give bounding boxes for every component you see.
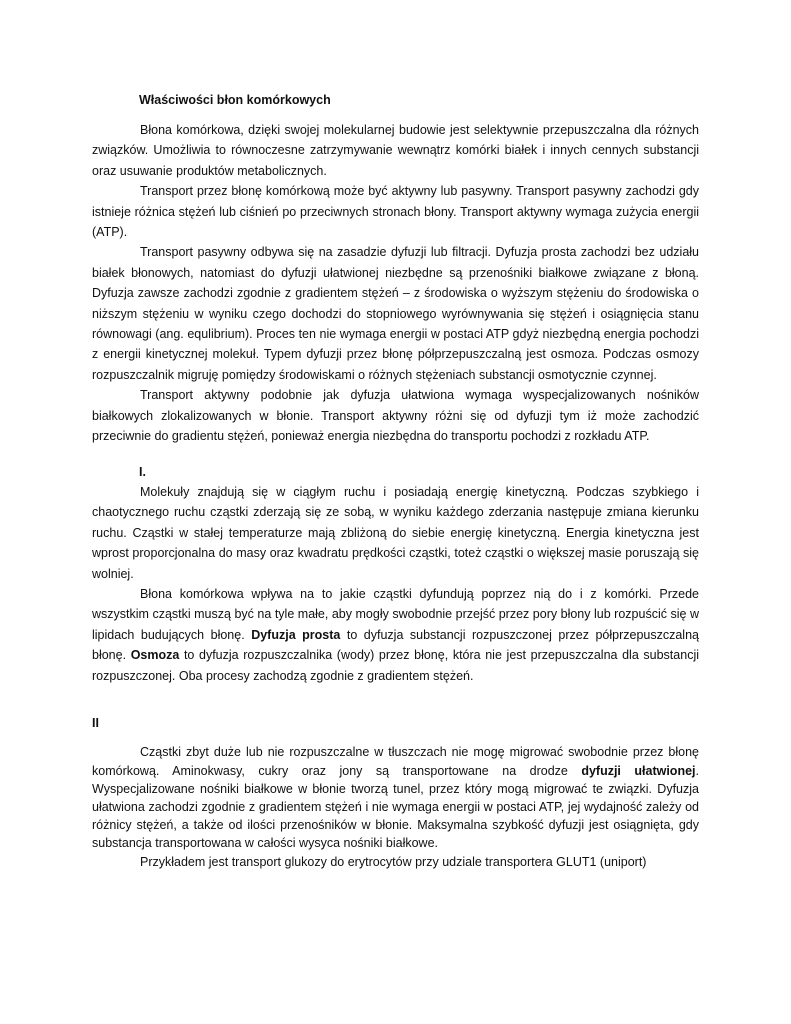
section-2-body bbox=[92, 743, 699, 870]
document-page bbox=[92, 93, 699, 871]
section-1-paragraph-1: Molekuły znajdują się w ciągłym ruchu i posiadają energię kinetyczną. Podczas szybkiego i chaotycznego ruchu cząstki zderzają się ze sobą, w wyniku każdego zderzania następuje zmiana kierunku ruchu. Cząstki w stałej temperaturze mają zbliżoną do siebie energię kinetyczną. Energia kinetyczna jest wprost proporcjonalna do masy oraz kwadratu prędkości cząstki, toteż cząstki o większej masie poruszają się wolniej. bbox=[92, 484, 699, 581]
document-title: Właściwości błon komórkowych bbox=[139, 93, 331, 107]
section-2-paragraph-2: Przykładem jest transport glukozy do erytrocytów przy udziale transportera GLUT1 (uniport) bbox=[140, 854, 647, 869]
intro-paragraph-1: Błona komórkowa, dzięki swojej molekularnej budowie jest selektywnie przepuszczalna dla różnych związków. Umożliwia to równoczesne zatrzymywanie wewnątrz komórki białek i innych cennych substancji oraz usuwanie produktów metabolicznych. bbox=[92, 123, 699, 178]
text-run: Błona komórkowa wpływa na to jakie cząstki dyfundują poprzez nią do i z komórki. Przede wszystkim cząstki muszą być na tyle małe, aby mogły swobodnie przejść przez pory błony lub rozpuścić się w lipidach budujących błonę. bbox=[92, 586, 699, 642]
term-dyfuzja-ulatwiona: dyfuzji ułatwionej bbox=[581, 763, 696, 778]
section-2-heading: II bbox=[92, 715, 99, 730]
term-dyfuzja-prosta: Dyfuzja prosta bbox=[251, 627, 341, 642]
text-run: . Wyspecjalizowane nośniki białkowe w błonie tworzą tunel, przez który mogą migrować te związki. Dyfuzja ułatwiona zachodzi zgodnie z gradientem stężeń i nie wymaga energii w postaci ATP, jej wydajność zależy od różnicy stężeń, a także od ilości przenośników w błonie. Maksymalna szybkość dyfuzji jest osiągnięta, gdy substancja transportowana w całości wysyca nośniki białkowe. bbox=[92, 763, 699, 851]
section-2-paragraph-1 bbox=[92, 743, 699, 852]
text-run: to dyfuzja substancji rozpuszczonej przez półprzepuszczalną błonę. bbox=[92, 627, 699, 663]
text-run: to dyfuzja rozpuszczalnika (wody) przez błonę, która nie jest przepuszczalna dla substancji rozpuszczonej. Oba procesy zachodzą zgodnie z gradientem stężeń. bbox=[92, 648, 699, 683]
intro-paragraph-2: Transport przez błonę komórkową może być aktywny lub pasywny. Transport pasywny zachodzi gdy istnieje różnica stężeń lub ciśnień po przeciwnych stronach błony. Transport aktywny wymaga zużycia energii (ATP). bbox=[92, 184, 699, 240]
text-run: Cząstki zbyt duże lub nie rozpuszczalne w tłuszczach nie mogę migrować swobodnie przez błonę komórkową. Aminokwasy, cukry oraz jony są transportowane na drodze bbox=[92, 745, 699, 778]
term-osmoza: Osmoza bbox=[130, 648, 180, 663]
section-1-paragraph-2 bbox=[92, 584, 699, 686]
section-1-heading: I. bbox=[139, 464, 146, 479]
intro-paragraph-3: Transport pasywny odbywa się na zasadzie dyfuzji lub filtracji. Dyfuzja prosta zachodzi bez udziału białek błonowych, natomiast do dyfuzji ułatwionej niezbędne są przenośniki białkowe związane z błoną. Dyfuzja zawsze zachodzi zgodnie z gradientem stężeń – z środowiska o wyższym stężeniu do środowiska o niższym stężeniu w wyniku czego dochodzi do stopniowego wyrównywania się stężeń i osiągnięcia stanu równowagi (ang. equlibrium). Proces ten nie wymaga energii w postaci ATP gdyż niezbędną energia pochodzi z energii kinetycznej molekuł. Typem dyfuzji przez błonę półprzepuszczalną jest osmoza. Podczas osmozy rozpuszczalnik migruję pomiędzy środowiskami o różnych stężeniach substancji osmotycznie czynnej. bbox=[92, 245, 699, 382]
intro-paragraph-4: Transport aktywny podobnie jak dyfuzja ułatwiona wymaga wyspecjalizowanych nośników białkowych zlokalizowanych w błonie. Transport aktywny różni się od dyfuzji tym iż może zachodzić przeciwnie do gradientu stężeń, ponieważ energia niezbędna do transportu pochodzi z rozkładu ATP. bbox=[92, 388, 699, 444]
